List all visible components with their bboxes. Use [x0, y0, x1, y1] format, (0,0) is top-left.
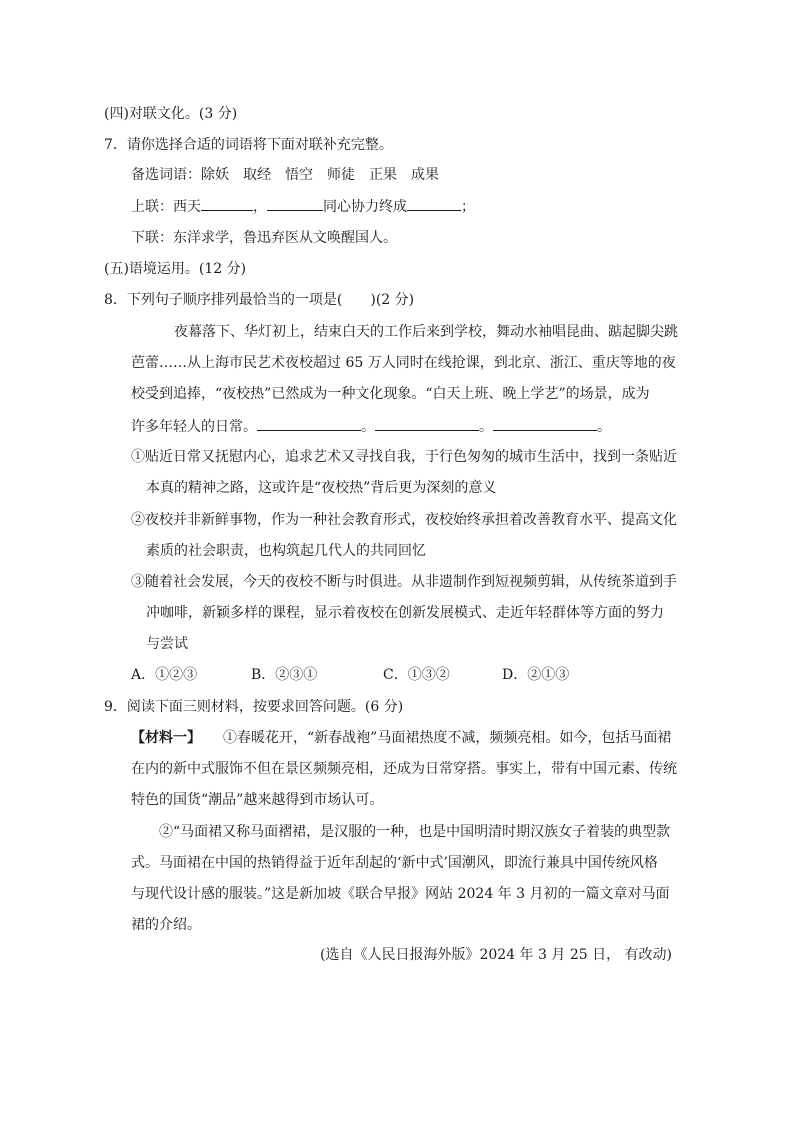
couplet-upper: [131, 196, 475, 217]
answer-blank[interactable]: [493, 416, 597, 431]
material-line: 式。马面裙在中国的热销得益于近年刮起的‘新中式’国潮风，即流行兼具中国传统风格: [131, 855, 658, 871]
answer-blank[interactable]: [201, 196, 253, 211]
answer-blank[interactable]: [267, 196, 323, 211]
source-citation: (选自《人民日报海外版》2024 年 3 月 25 日， 有改动): [320, 947, 672, 963]
material-line: 与现代设计感的服装。”这是新加坡《联合早报》网站 2024 年 3 月初的一篇文章对马面: [131, 886, 670, 902]
period: 。: [479, 419, 493, 435]
material-text: ①春暖花开，“新春战袍”马面裙热度不减，频频亮相。如今，包括马面裙: [223, 730, 672, 746]
passage-text: 许多年轻人的日常。: [131, 419, 257, 435]
sentence-option-2-cont: 素质的社会职责，也构筑起几代人的共同回忆: [146, 543, 426, 559]
section-title: (四)对联文化。(3 分): [104, 106, 238, 122]
couplet-upper-start: 上联：西天: [131, 199, 201, 215]
period: 。: [597, 419, 611, 435]
material-line: 在内的新中式服饰不但在景区频频亮相，还成为日常穿搭。事实上，带有中国元素、传统: [131, 761, 677, 777]
answer-blank[interactable]: [375, 416, 479, 431]
material-1-line: [131, 728, 671, 748]
passage-line: 校受到追捧，“夜校热”已然成为一种文化现象。“白天上班、晚上学艺”的场景，成为: [131, 386, 650, 402]
sentence-option-1-cont: 本真的精神之路，这或许是“夜校热”背后更为深刻的意义: [146, 480, 497, 496]
material-line: 特色的国货“潮品”越来越得到市场认可。: [131, 792, 384, 808]
couplet-lower: 下联：东洋求学，鲁迅弃医从文唤醒国人。: [131, 230, 397, 246]
material-line: 裙的介绍。: [131, 917, 201, 933]
material-line: ②“马面裙又称马面褶裙，是汉服的一种，也是中国明清时期汉族女子着装的典型款: [159, 824, 671, 840]
choice-a[interactable]: A．①②③: [131, 667, 198, 683]
sentence-option-3-cont: 冲咖啡，新颖多样的课程，显示着夜校在创新发展模式、走近年轻群体等方面的努力: [146, 605, 664, 621]
passage-line: 夜幕落下、华灯初上，结束白天的工作后来到学校，舞动水袖唱昆曲、踮起脚尖跳: [174, 324, 678, 340]
period: 。: [361, 419, 375, 435]
material-tag: 【材料一】: [131, 730, 201, 746]
section-title: (五)语境运用。(12 分): [104, 261, 247, 277]
answer-blank[interactable]: [407, 196, 461, 211]
sentence-option-2: ②夜校并非新鲜事物，作为一种社会教育形式，夜校始终承担着改善教育水平、提高文化: [131, 512, 677, 528]
sentence-option-1: ①贴近日常又抚慰内心，追求艺术又寻找自我，于行色匆匆的城市生活中，找到一条贴近: [131, 449, 677, 465]
couplet-upper-mid: 同心协力终成: [323, 199, 407, 215]
question-9-prompt: 9．阅读下面三则材料，按要求回答问题。(6 分): [104, 699, 404, 715]
choice-d[interactable]: D．②①③: [502, 667, 570, 683]
candidate-words: 备选词语：除妖 取经 悟空 师徒 正果 成果: [131, 167, 439, 183]
answer-blank[interactable]: [257, 416, 361, 431]
question-8-prompt: 8．下列句子顺序排列最恰当的一项是( )(2 分): [104, 292, 415, 308]
sentence-option-3: ③随着社会发展，今天的夜校不断与时俱进。从非遗制作到短视频剪辑，从传统茶道到手: [131, 574, 677, 590]
choice-b[interactable]: B．②③①: [251, 667, 318, 683]
passage-line-with-blanks: [131, 416, 611, 437]
comma: ，: [253, 199, 267, 215]
question-7-prompt: 7．请你选择合适的词语将下面对联补充完整。: [104, 137, 393, 153]
semicolon: ；: [461, 199, 475, 215]
passage-line: 芭蕾……从上海市民艺术夜校超过 65 万人同时在线抢课，到北京、浙江、重庆等地的夜: [131, 355, 676, 371]
sentence-option-3-cont: 与尝试: [146, 636, 188, 652]
choice-c[interactable]: C．①③②: [383, 667, 450, 683]
